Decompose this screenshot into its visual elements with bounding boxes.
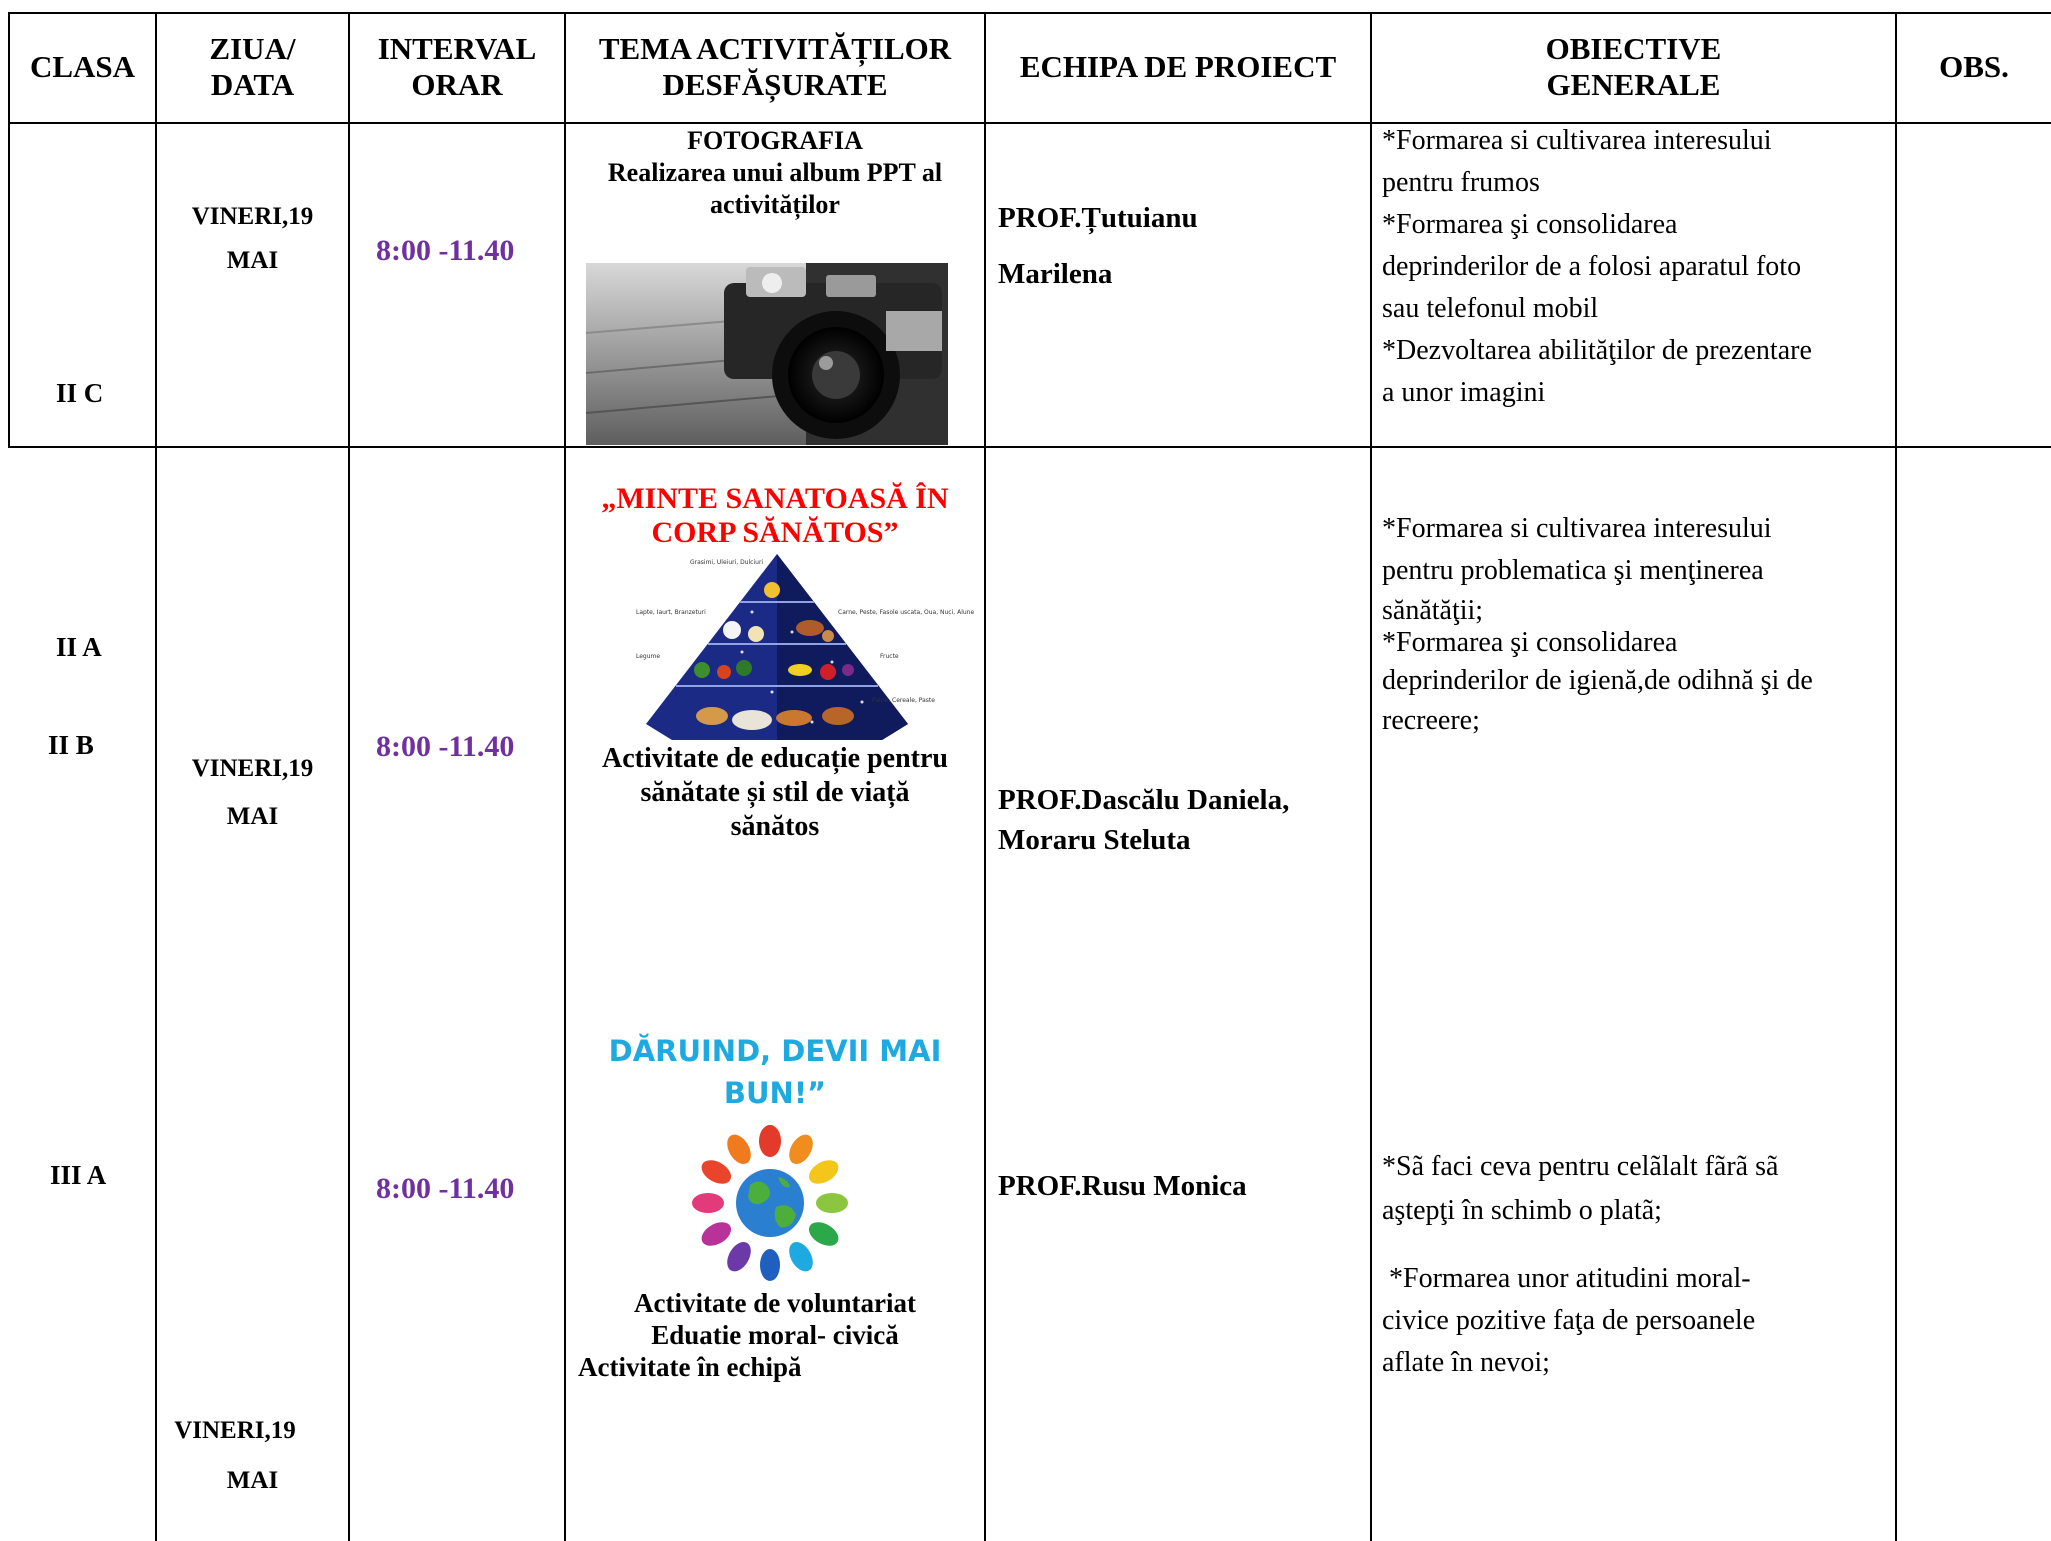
table-top-border <box>8 12 2051 14</box>
row1-bottom-border <box>8 446 2051 448</box>
row-tema-title-line2: Realizarea unui album PPT al <box>607 158 943 187</box>
food-pyramid-image <box>632 552 975 742</box>
row-obiectiv-line3: *Formarea şi consolidarea <box>1382 209 1678 240</box>
row-obiectiv-line6: recreere; <box>1382 705 1480 736</box>
col-border-6 <box>1895 12 1897 1541</box>
header-tema-line1: TEMA ACTIVITĂȚILOR <box>598 31 952 66</box>
row-obiectiv-line4: civice pozitive faţa de persoanele <box>1382 1305 1756 1336</box>
row-obiectiv-line4: deprinderilor de a folosi aparatul foto <box>1382 251 1802 282</box>
row-tema-title-line1: FOTOGRAFIA <box>687 126 863 155</box>
row-echipa-line2: Marilena <box>998 258 1113 290</box>
row-obiectiv-line1: *Formarea si cultivarea interesului <box>1382 125 1772 156</box>
col-border-1 <box>155 12 157 1541</box>
header-obiective-line1: OBIECTIVE <box>1545 31 1722 66</box>
pyramid-label-3: Carne, Peste, Fasole uscata, Oua, Nuci, Alune <box>838 609 975 616</box>
row-interval: 8:00 -11.40 <box>376 234 515 267</box>
header-interval-line1: INTERVAL <box>377 31 537 66</box>
row-tema-desc-line1: Activitate de educație pentru <box>601 743 949 774</box>
row-obiectiv-line3: *Formarea unor atitudini moral- <box>1382 1263 1751 1294</box>
row-ziua-line2: MAI <box>226 803 279 830</box>
row-echipa-line1: PROF.Țutuianu <box>998 202 1198 234</box>
row-tema-title-line1: „MINTE SANATOASĂ ÎN <box>601 482 949 515</box>
row-echipa-line2: Moraru Steluta <box>998 824 1191 856</box>
row-obiectiv-line6: *Dezvoltarea abilităţilor de prezentare <box>1382 335 1812 366</box>
row-tema-title-line2: CORP SĂNĂTOS” <box>651 516 899 549</box>
pyramid-label-1: Grasimi, Uleiuri, Dulciuri <box>690 559 764 566</box>
row-tema-desc-line1: Activitate de voluntariat <box>634 1288 916 1318</box>
row-tema-title-line2: BUN!” <box>723 1076 827 1110</box>
row-interval: 8:00 -11.40 <box>376 730 515 763</box>
row-obiectiv-line7: a unor imagini <box>1382 377 1546 408</box>
row-tema-title-line3: activităților <box>710 190 840 219</box>
row-obiectiv-line2: pentru problematica şi menţinerea <box>1382 555 1764 586</box>
row-tema-desc-line3: sănătos <box>730 811 820 842</box>
col-border-5 <box>1370 12 1372 1541</box>
row-ziua-line1: VINERI,19 <box>191 203 314 230</box>
row-tema-title-line1: DĂRUIND, DEVII MAI <box>608 1034 942 1068</box>
row-ziua-line2: MAI <box>226 1467 279 1494</box>
row-clasa: III A <box>50 1160 107 1190</box>
pyramid-label-6: Paine, Cereale, Paste <box>872 697 935 704</box>
row-obiectiv-line1: *Sã faci ceva pentru celãlalt fãrã sã <box>1382 1151 1779 1182</box>
row-interval: 8:00 -11.40 <box>376 1172 515 1205</box>
col-border-4 <box>984 12 986 1541</box>
row-ziua-line2: MAI <box>226 247 279 274</box>
row-obiectiv-line2: aştepţi în schimb o platã; <box>1382 1195 1662 1226</box>
row-tema-desc-line3: Activitate în echipă <box>578 1352 802 1382</box>
hands-globe-image <box>678 1120 862 1286</box>
row-tema-desc-line2: sănătate și stil de viață <box>640 777 910 808</box>
row-clasa-line2: II B <box>48 730 94 760</box>
header-ziua-line2: DATA <box>210 67 295 102</box>
row-ziua-line1: VINERI,19 <box>191 755 314 782</box>
pyramid-label-2: Lapte, Iaurt, Branzeturi <box>636 609 706 616</box>
row-obiectiv-line3: sănătăţii; <box>1382 595 1484 626</box>
pyramid-label-5: Fructe <box>880 653 899 660</box>
header-clasa: CLASA <box>29 49 136 84</box>
row-obiectiv-line4: *Formarea şi consolidarea <box>1382 627 1678 658</box>
pyramid-label-4: Legume <box>636 653 661 660</box>
header-obs: OBS. <box>1939 49 2009 84</box>
header-echipa: ECHIPA DE PROIECT <box>1019 49 1337 84</box>
row-ziua-line1: VINERI,19 <box>174 1417 296 1444</box>
row-echipa-line1: PROF.Rusu Monica <box>998 1170 1247 1202</box>
row-obiectiv-line1: *Formarea si cultivarea interesului <box>1382 513 1772 544</box>
row-clasa: II C <box>56 378 104 408</box>
row-echipa-line1: PROF.Dascălu Daniela, <box>998 784 1290 816</box>
row-obiectiv-line5: aflate în nevoi; <box>1382 1347 1550 1378</box>
header-obiective-line2: GENERALE <box>1546 67 1721 102</box>
row-obiectiv-line5: deprinderilor de igienă,de odihnă şi de <box>1382 665 1813 696</box>
camera-photo-image <box>586 263 948 445</box>
header-tema-line2: DESFĂȘURATE <box>662 67 888 102</box>
header-ziua-line1: ZIUA/ <box>209 31 296 66</box>
row-obiectiv-line5: sau telefonul mobil <box>1382 293 1599 324</box>
header-interval-line2: ORAR <box>411 67 503 102</box>
row-clasa-line1: II A <box>56 632 102 662</box>
row-obiectiv-line2: pentru frumos <box>1382 167 1540 198</box>
col-border-2 <box>348 12 350 1541</box>
row-tema-desc-line2: Eduatie moral- civică <box>651 1320 899 1350</box>
